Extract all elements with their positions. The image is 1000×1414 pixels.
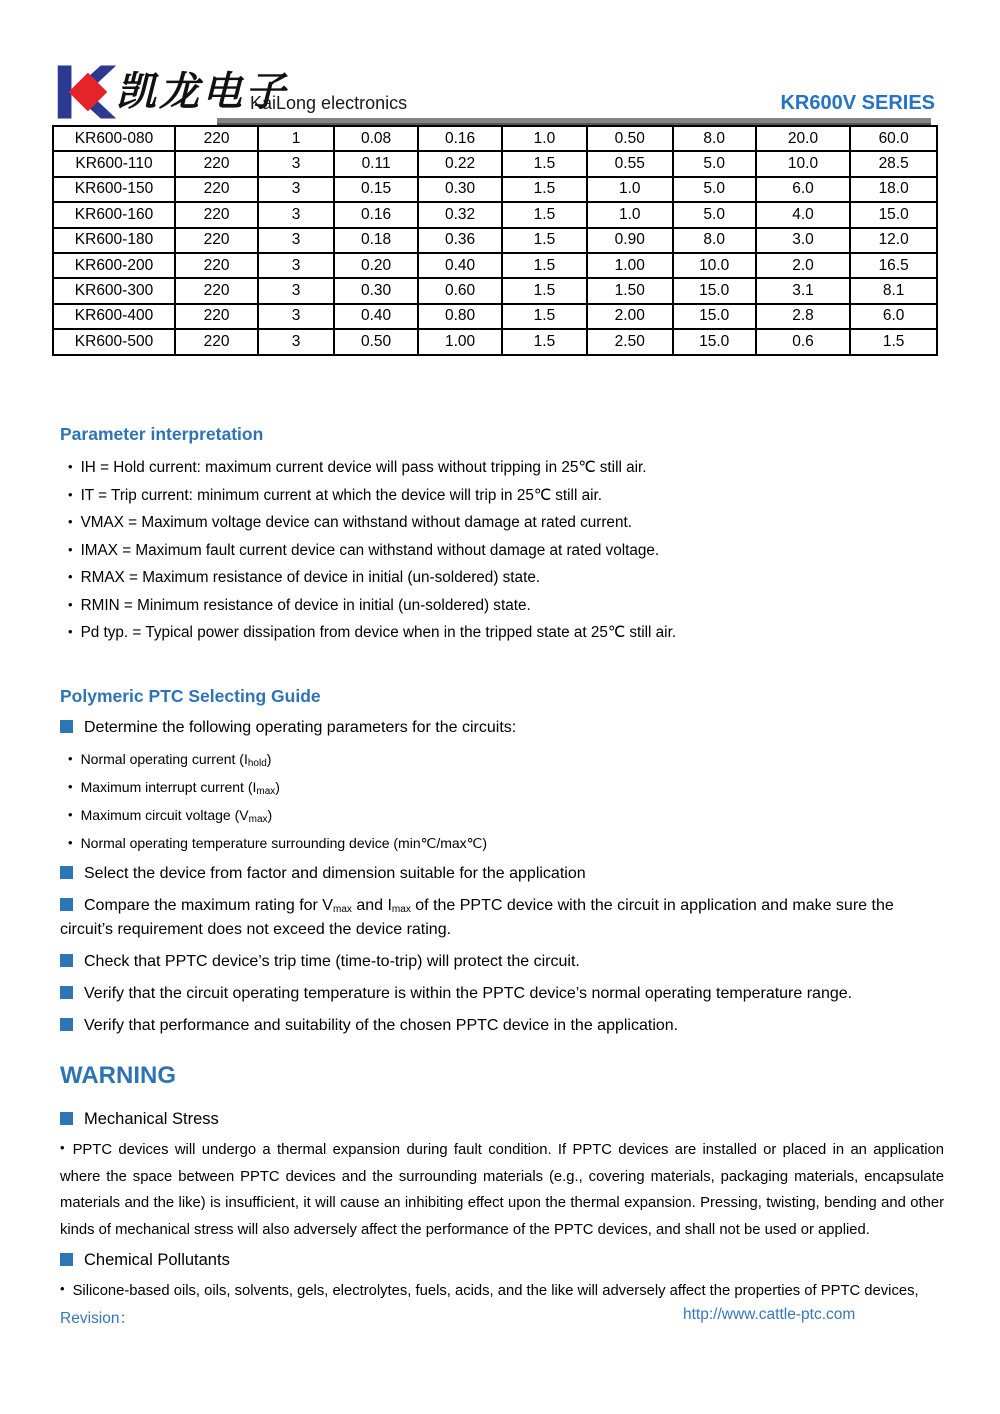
spec-row [53,278,937,303]
list-item-text: Pd typ. = Typical power dissipation from device when in the tripped state at 25℃ still air. [80,624,677,641]
dot-bullet-icon: • [60,1281,65,1297]
website-link[interactable]: http://www.cattle-ptc.com [683,1306,856,1323]
list-item-text: Compare the maximum rating for $V_{max}$ and $I_{max}$ of the PPTC device with the circuit in application and make sure the circuit’s requirement does not exceed the device rating. [60,897,894,938]
spec-cell: 3 [258,304,334,329]
spec-cell: KR600-160 [53,202,175,227]
spec-cell: 1.5 [502,177,587,202]
section-title-parameter-interpretation: Parameter interpretation [60,424,264,444]
spec-cell: 28.5 [850,151,937,176]
spec-cell: 0.36 [418,228,502,253]
spec-cell: 1.5 [502,278,587,303]
spec-cell: 3.1 [756,278,851,303]
spec-cell: 1 [258,126,334,151]
spec-cell: 5.0 [673,202,756,227]
spec-cell: 5.0 [673,151,756,176]
spec-cell: 1.5 [502,304,587,329]
list-item [60,750,944,768]
list-item [60,778,944,796]
spec-cell: 60.0 [850,126,937,151]
square-bullet-icon [60,1112,73,1125]
spec-cell: 2.50 [587,329,673,354]
list-item-text: Check that PPTC device’s trip time (time-to-trip) will protect the circuit. [84,953,580,970]
list-item [60,982,944,1006]
list-item [60,537,944,565]
spec-cell: 2.00 [587,304,673,329]
list-item [60,862,944,886]
warning-section [60,1062,944,1309]
dot-bullet-icon: • [68,751,73,766]
dot-bullet-icon: • [68,486,73,502]
spec-cell: 0.60 [418,278,502,303]
spec-row [53,253,937,278]
spec-cell: 3 [258,228,334,253]
spec-cell: 0.08 [334,126,418,151]
spec-cell: 0.15 [334,177,418,202]
spec-cell: 18.0 [850,177,937,202]
list-item [60,894,944,942]
spec-cell: 3.0 [756,228,851,253]
spec-cell: 0.30 [418,177,502,202]
spec-cell: 3 [258,278,334,303]
list-item-text: Normal operating current $(I_{hold})$ [80,751,272,769]
spec-cell: 1.5 [502,253,587,278]
spec-cell: 220 [175,202,258,227]
list-item [60,592,944,620]
spec-cell: 220 [175,329,258,354]
list-item-text: Verify that performance and suitability of the chosen PPTC device in the application. [84,1017,679,1034]
list-item [60,509,944,537]
spec-cell: KR600-180 [53,228,175,253]
selecting-guide-list [60,716,944,1038]
list-item-text: PPTC devices will undergo a thermal expansion during fault condition. If PPTC devices are installed or placed in an application where the space between PPTC devices and the surrounding materials (e.g., covering materials, packaging materials, encapsulate materials and the like) is insufficient, it will cause an inhibiting effect upon the thermal expansion. Pressing, twisting, bending and other kinds of mechanical stress will also adversely affect the performance of the PPTC devices, and shall not be used or applied. [60,1142,944,1238]
spec-cell: KR600-080 [53,126,175,151]
list-item-text: Maximum interrupt current $(I_{max})$ [80,779,280,797]
list-item [60,834,944,852]
spec-cell: 12.0 [850,228,937,253]
spec-cell: 0.32 [418,202,502,227]
square-bullet-icon [60,1018,73,1031]
spec-cell: 8.0 [673,228,756,253]
spec-cell: KR600-300 [53,278,175,303]
list-item [60,1251,944,1270]
square-bullet-icon [60,866,73,879]
list-item [60,619,944,647]
square-bullet-icon [60,954,73,967]
list-item-text: Determine the following operating parameters for the circuits: [84,719,517,736]
spec-cell: 220 [175,151,258,176]
spec-cell: 0.80 [418,304,502,329]
dot-bullet-icon: • [68,779,73,794]
list-item-text: IMAX = Maximum fault current device can withstand without damage at rated voltage. [80,541,660,559]
spec-row [53,151,937,176]
spec-cell: 3 [258,151,334,176]
section-title-selecting-guide: Polymeric PTC Selecting Guide [60,686,321,706]
spec-row [53,304,937,329]
section-title-warning: WARNING [60,1062,176,1089]
spec-cell: 0.16 [418,126,502,151]
spec-cell: 10.0 [673,253,756,278]
spec-cell: 1.00 [587,253,673,278]
spec-cell: 220 [175,126,258,151]
spec-cell: 2.8 [756,304,851,329]
list-item [60,1135,944,1243]
spec-cell: 1.00 [418,329,502,354]
spec-cell: 6.0 [850,304,937,329]
dot-bullet-icon: • [68,835,73,850]
square-bullet-icon [60,720,73,733]
list-item [60,1014,944,1038]
spec-cell: KR600-110 [53,151,175,176]
dot-bullet-icon: • [68,807,73,822]
spec-cell: 1.5 [502,228,587,253]
spec-cell: 1.50 [587,278,673,303]
dot-bullet-icon: • [68,596,73,612]
spec-cell: 0.40 [418,253,502,278]
kailong-logo-icon [55,63,119,121]
list-item-text: Verify that the circuit operating temperature is within the PPTC device’s normal operating temperature range. [84,985,853,1002]
list-item [60,564,944,592]
spec-cell: 20.0 [756,126,851,151]
spec-cell: 0.55 [587,151,673,176]
spec-row [53,228,937,253]
dot-bullet-icon: • [68,459,73,474]
warning-list [60,1110,944,1305]
spec-cell: 15.0 [850,202,937,227]
list-item [60,716,944,740]
spec-row [53,202,937,227]
spec-cell: 0.40 [334,304,418,329]
spec-cell: 220 [175,304,258,329]
spec-cell: 2.0 [756,253,851,278]
spec-row [53,177,937,202]
list-item [60,1276,944,1305]
spec-cell: 220 [175,278,258,303]
spec-cell: 0.6 [756,329,851,354]
spec-cell: 220 [175,228,258,253]
spec-cell: 15.0 [673,329,756,354]
header-divider-bar [217,118,931,125]
spec-cell: 0.18 [334,228,418,253]
spec-cell: 0.20 [334,253,418,278]
list-item-text: RMIN = Minimum resistance of device in initial (un-soldered) state. [80,596,531,614]
spec-cell: 3 [258,329,334,354]
parameter-list [60,454,944,647]
spec-cell: 1.5 [502,202,587,227]
spec-cell: 0.30 [334,278,418,303]
list-item-text: Chemical Pollutants [84,1251,230,1270]
spec-cell: 10.0 [756,151,851,176]
spec-cell: 1.0 [502,126,587,151]
spec-cell: 3 [258,177,334,202]
list-item [60,950,944,974]
spec-cell: KR600-500 [53,329,175,354]
dot-bullet-icon: • [68,541,73,557]
spec-cell: 4.0 [756,202,851,227]
spec-cell: 1.0 [587,202,673,227]
spec-cell: 220 [175,177,258,202]
spec-cell: 3 [258,202,334,227]
spec-table-body [53,126,937,355]
list-item [60,454,944,482]
list-item-text: Maximum circuit voltage $(V_{max})$ [80,807,273,825]
spec-cell: 0.22 [418,151,502,176]
spec-cell: 5.0 [673,177,756,202]
list-item-text: RMAX = Maximum resistance of device in initial (un-soldered) state. [80,569,541,586]
spec-cell: 1.5 [850,329,937,354]
spec-cell: 1.0 [587,177,673,202]
spec-cell: 15.0 [673,304,756,329]
spec-cell: 8.0 [673,126,756,151]
spec-cell: 0.16 [334,202,418,227]
dot-bullet-icon: • [60,1140,65,1155]
brand-name-chinese: 凯龙电子 [116,68,288,115]
list-item-text: IH = Hold current: maximum current device will pass without tripping in 25℃ still air. [80,459,647,476]
square-bullet-icon [60,986,73,999]
spec-cell: 0.50 [587,126,673,151]
square-bullet-icon [60,1253,73,1266]
revision-label: Revision： [60,1310,135,1327]
brand-name-english: KaiLong electronics [250,93,408,113]
spec-cell: KR600-200 [53,253,175,278]
spec-row [53,126,937,151]
spec-cell: KR600-150 [53,177,175,202]
page-header [0,0,1000,125]
spec-cell: 0.11 [334,151,418,176]
spec-cell: 3 [258,253,334,278]
page-footer [0,1306,1000,1330]
dot-bullet-icon: • [68,624,73,639]
spec-table [52,125,938,356]
list-item-text: IT = Trip current: minimum current at which the device will trip in 25℃ still air. [80,486,603,504]
dot-bullet-icon: • [68,569,73,584]
spec-cell: 220 [175,253,258,278]
spec-cell: KR600-400 [53,304,175,329]
spec-cell: 1.5 [502,329,587,354]
spec-cell: 1.5 [502,151,587,176]
selecting-guide-section [60,686,944,1046]
square-bullet-icon [60,898,73,911]
spec-cell: 0.90 [587,228,673,253]
list-item-text: Silicone-based oils, oils, solvents, gels, electrolytes, fuels, acids, and the like will adversely affect the properties of PPTC devices, [72,1283,919,1300]
list-item [60,1110,944,1129]
spec-cell: 8.1 [850,278,937,303]
spec-cell: 16.5 [850,253,937,278]
list-item [60,482,944,510]
spec-cell: 0.50 [334,329,418,354]
series-title: KR600V SERIES [780,92,935,114]
spec-cell: 6.0 [756,177,851,202]
list-item-text: VMAX = Maximum voltage device can withstand without damage at rated current. [80,514,632,531]
spec-cell: 15.0 [673,278,756,303]
list-item-text: Normal operating temperature surrounding device (min℃/max℃) [80,835,488,851]
list-item [60,806,944,824]
parameter-interpretation-section [60,424,944,647]
dot-bullet-icon: • [68,514,73,529]
spec-row [53,329,937,354]
list-item-text: Select the device from factor and dimension suitable for the application [84,865,586,882]
list-item-text: Mechanical Stress [84,1110,219,1128]
